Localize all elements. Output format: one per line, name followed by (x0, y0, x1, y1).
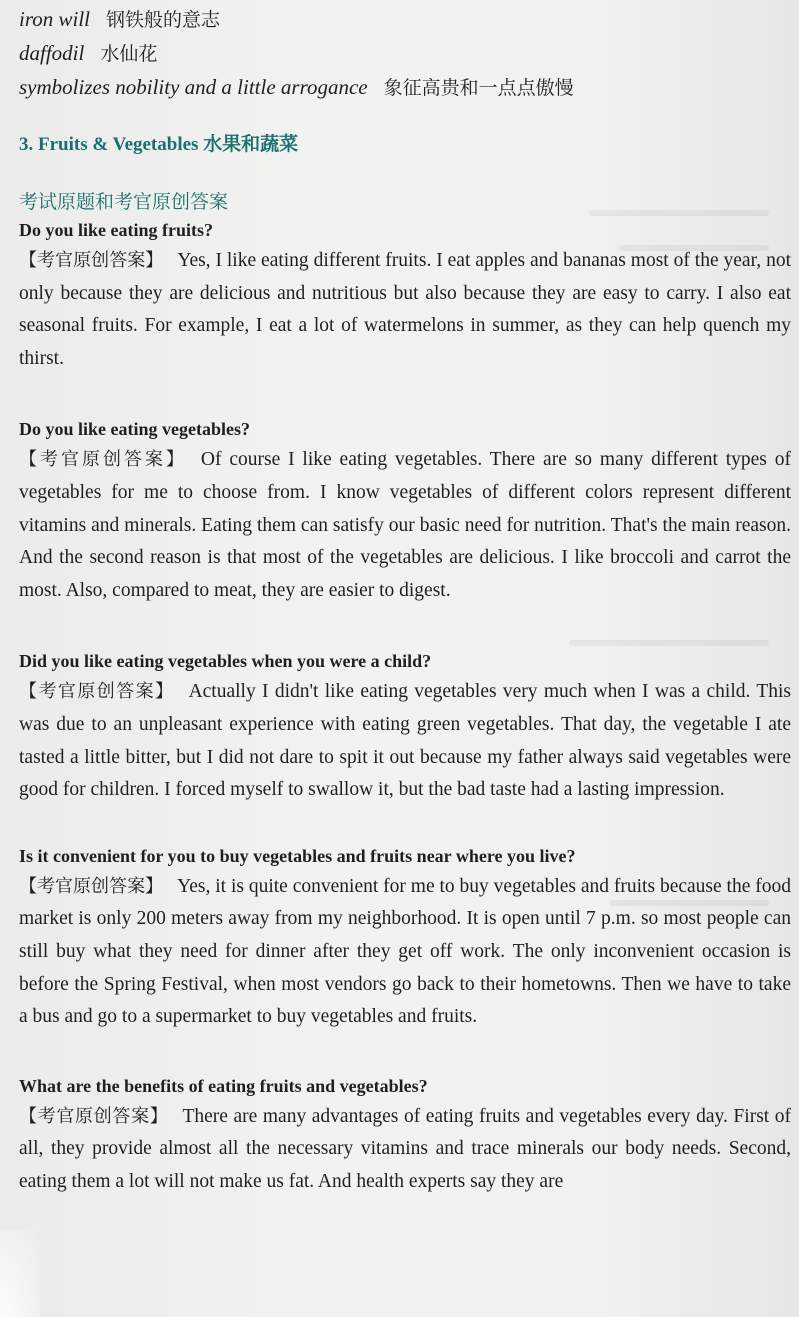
page-crease (0, 1230, 40, 1317)
answer-text: Yes, I like eating different fruits. I eat apples and bananas most of the year, not only because they are delicious and nutritious but also because they are easy to carry. I also eat seasonal fruits. For example, I eat a lot of watermelons in summer, as they can help quench my thirst. (19, 250, 792, 369)
answer-tag: 【考官原创答案】 (19, 681, 175, 702)
answer-text: Of course I like eating vegetables. There are so many different types of vegetables for me to choose from. I know vegetables of different colors represent different vitamins and minerals. Eating them can satisfy our basic need for nutrition. That's the main reason. And the second reason is that most of the vegetables are delicious. I like broccoli and carrot the most. Also, compared to meat, they are easier to digest. (19, 449, 791, 601)
vocab-english: iron will (19, 7, 90, 31)
qa-item (19, 647, 793, 806)
qa-item (19, 415, 793, 607)
answer-paragraph (19, 1100, 791, 1199)
answer-text: Yes, it is quite convenient for me to buy vegetables and fruits because the food market is only 200 meters away from my neighborhood. It is open until 7 p.m. so most people can still buy what they need for dinner after they get off work. The only inconvenient occasion is before the Spring Festival, when most vendors go back to their hometowns. Then we have to take a bus and go to a supermarket to buy vegetables and fruits. (19, 875, 791, 1028)
answer-text: There are many advantages of eating fruits and vegetables every day. First of all, they provide almost all the necessary vitamins and trace minerals our body needs. Second, eating them a lot will not make us fat. And health experts say they are (19, 1105, 791, 1192)
page-content (19, 0, 793, 1198)
vocab-item (19, 36, 793, 70)
answer-tag: 【考官原创答案】 (19, 449, 187, 470)
qa-item (19, 216, 793, 375)
vocab-item (19, 2, 793, 36)
answer-paragraph (19, 870, 791, 1034)
vocab-item (19, 70, 793, 104)
answer-tag: 【考官原创答案】 (19, 250, 164, 270)
vocab-english: daffodil (19, 41, 85, 65)
qa-item (19, 1072, 793, 1199)
question: What are the benefits of eating fruits and vegetables? (19, 1075, 428, 1096)
vocab-chinese: 钢铁般的意志 (106, 10, 221, 31)
answer-paragraph (19, 675, 791, 806)
answer-paragraph (19, 443, 791, 607)
exam-subheading: 考试原题和考官原创答案 (19, 192, 229, 213)
section-heading: 3. Fruits & Vegetables 水果和蔬菜 (19, 134, 299, 155)
question: Do you like eating fruits? (19, 220, 214, 240)
answer-paragraph (19, 244, 791, 375)
answer-tag: 【考官原创答案】 (19, 1105, 169, 1126)
vocabulary-list (19, 0, 793, 104)
answer-tag: 【考官原创答案】 (19, 875, 164, 896)
vocab-chinese: 象征高贵和一点点傲慢 (383, 78, 574, 99)
question: Is it convenient for you to buy vegetables and fruits near where you live? (19, 845, 576, 866)
answer-text: Actually I didn't like eating vegetables very much when I was a child. This was due to an unpleasant experience with eating green vegetables. That day, the vegetable I ate tasted a little bitter, but I did not dare to spit it out because my father always said vegetables were good for children. I forced myself to swallow it, but the bad taste had a lasting impression. (19, 681, 791, 801)
question: Did you like eating vegetables when you were a child? (19, 651, 432, 672)
vocab-chinese: 水仙花 (100, 44, 158, 65)
vocab-english: symbolizes nobility and a little arrogance (19, 75, 368, 99)
question: Do you like eating vegetables? (19, 419, 250, 440)
qa-item (19, 842, 793, 1034)
